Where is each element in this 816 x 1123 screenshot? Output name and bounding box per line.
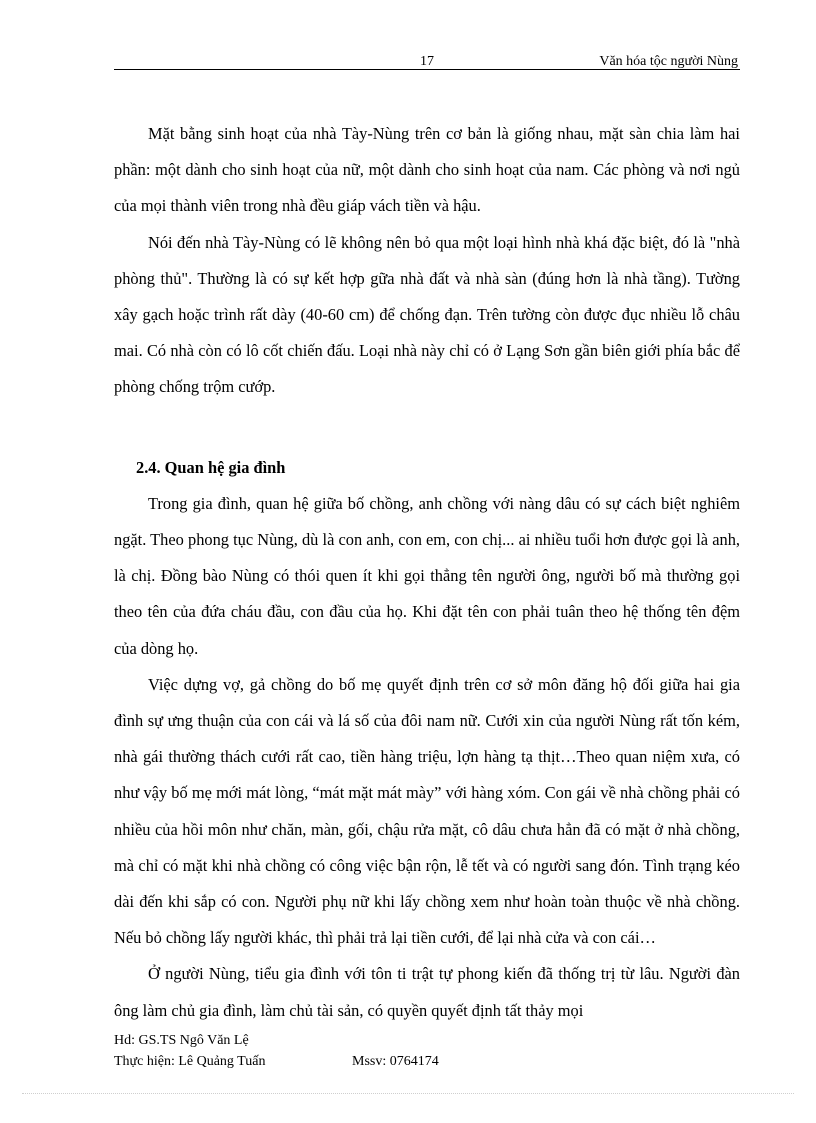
page-bottom-border bbox=[22, 1093, 794, 1094]
document-body bbox=[114, 116, 740, 1029]
paragraph: Ở người Nùng, tiểu gia đình với tôn ti trật tự phong kiến đã thống trị từ lâu. Người đàn ông làm chủ gia đình, làm chủ tài sản, có quyền quyết định tất thảy mọi bbox=[114, 964, 740, 1020]
performer-line: Thực hiện: Lê Quảng Tuấn bbox=[114, 1054, 266, 1069]
page-footer bbox=[114, 1030, 614, 1072]
paragraph: Trong gia đình, quan hệ giữa bố chồng, anh chồng với nàng dâu có sự cách biệt nghiêm ngặt. Theo phong tục Nùng, dù là con anh, con em, con chị... ai nhiều tuổi hơn được gọi là anh, là chị. Đồng bào Nùng có thói quen ít khi gọi thẳng tên người ông, người bố mà thường gọi theo tên của đứa cháu đầu, con đầu của họ. Khi đặt tên con phải tuân theo hệ thống tên đệm của dòng họ. bbox=[114, 493, 740, 658]
paragraph: Việc dựng vợ, gả chồng do bố mẹ quyết định trên cơ sở môn đăng hộ đối giữa hai gia đình sự ưng thuận của con cái và lá số của đôi nam nữ. Cưới xin của người Nùng rất tốn kém, nhà gái thường thách cưới rất cao, tiền hàng triệu, lợn hàng tạ thịt…Theo quan niệm xưa, có như vậy bố mẹ mới mát lòng, “mát mặt mát mày” với hàng xóm. Con gái về nhà chồng phải có nhiều của hồi môn như chăn, màn, gối, chậu rửa mặt, cô dâu chưa hẳn đã có mặt ở nhà chồng, mà chỉ có mặt khi nhà chồng có công việc bận rộn, lễ tết và có người sang đón. Tình trạng kéo dài đến khi sắp có con. Người phụ nữ khi lấy chồng xem như hoàn toàn thuộc về nhà chồng. Nếu bỏ chồng lấy người khác, thì phải trả lại tiền cưới, để lại nhà cửa và con cái… bbox=[114, 674, 740, 948]
page-number: 17 bbox=[420, 54, 434, 69]
student-id: Mssv: 0764174 bbox=[352, 1054, 439, 1069]
section-spacer bbox=[114, 406, 740, 450]
paragraph: Nói đến nhà Tày-Nùng có lẽ không nên bỏ qua một loại hình nhà khá đặc biệt, đó là "nhà phòng thủ". Thường là có sự kết hợp gữa nhà đất và nhà sàn (đúng hơn là nhà tầng). Tường xây gạch hoặc trình rất dày (40-60 cm) để chống đạn. Trên tường còn được đục nhiều lỗ châu mai. Có nhà còn có lô cốt chiến đấu. Loại nhà này chỉ có ở Lạng Sơn gần biên giới phía bắc để phòng chống trộm cướp. bbox=[114, 232, 740, 397]
advisor-line: Hd: GS.TS Ngô Văn Lệ bbox=[114, 1033, 249, 1048]
section-heading: 2.4. Quan hệ gia đình bbox=[136, 457, 286, 477]
header-divider bbox=[114, 69, 740, 70]
running-title: Văn hóa tộc người Nùng bbox=[599, 54, 738, 69]
paragraph: Mặt bằng sinh hoạt của nhà Tày-Nùng trên cơ bản là giống nhau, mặt sàn chia làm hai phần: một dành cho sinh hoạt của nữ, một dành cho sinh hoạt của nam. Các phòng và nơi ngủ của mọi thành viên trong nhà đều giáp vách tiền và hậu. bbox=[114, 124, 740, 216]
